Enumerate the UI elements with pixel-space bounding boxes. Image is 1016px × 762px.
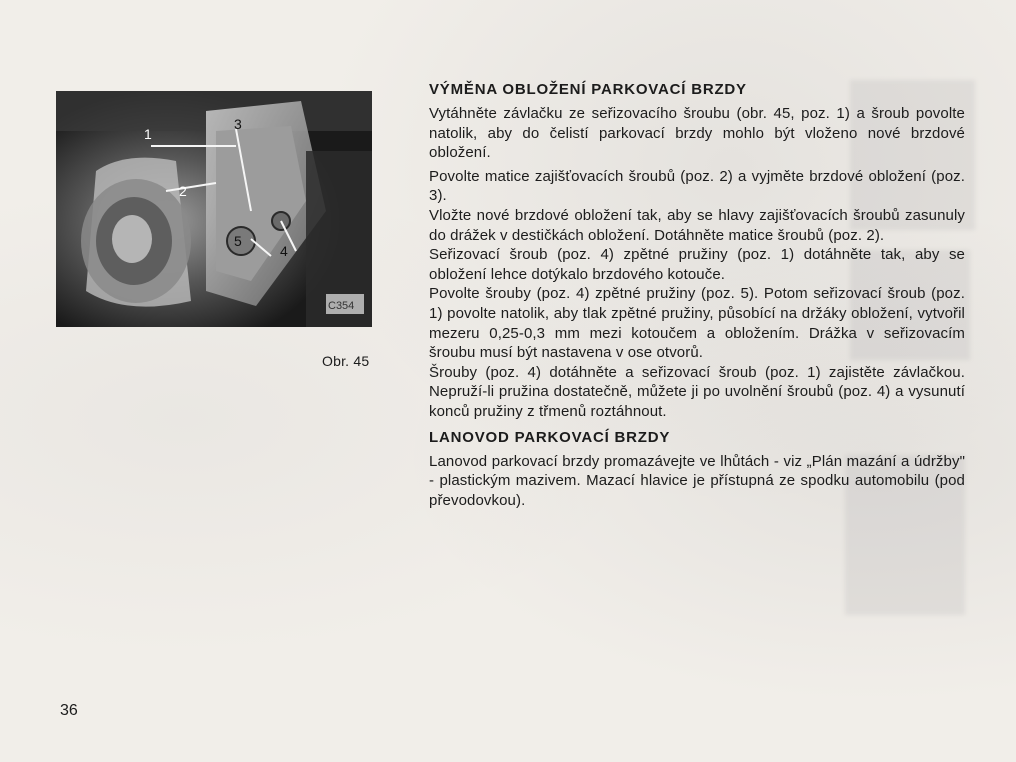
page-number: 36 <box>60 702 78 719</box>
figure-code-label: C354 <box>328 300 355 312</box>
paragraph: Vložte nové brzdové obložení tak, aby se hlavy zajišťovacích šroubů zasunuly do drážek v destičkách obložení. Dotáhněte matice šroubů (poz. 2). <box>429 206 965 244</box>
figure-caption: Obr. 45 <box>322 353 370 369</box>
callout-1: 1 <box>144 126 152 142</box>
paragraph: Lanovod parkovací brzdy promazávejte ve lhůtách - viz „Plán mazání a údržby" - plastickým mazivem. Mazací hlavice je přístupná ze spodku automobilu (pod převodovkou). <box>429 452 965 509</box>
paragraph: Vytáhněte závlačku ze seřizovacího šroubu (obr. 45, poz. 1) a šroub povolte natolik, aby do čelistí parkovací brzdy mohlo být vloženo nové brzdové obložení. <box>429 105 965 162</box>
callout-3: 3 <box>234 116 242 132</box>
figure-photo <box>56 91 372 327</box>
callout-2: 2 <box>179 183 187 199</box>
callout-5: 5 <box>234 233 242 249</box>
section-heading: VÝMĚNA OBLOŽENÍ PARKOVACÍ BRZDY <box>429 81 747 98</box>
section-parking-brake-cable <box>429 428 965 511</box>
paragraph: Seřizovací šroub (poz. 4) zpětné pružiny (poz. 1) dotáhněte tak, aby se obložení lehce dotýkalo brzdového kotouče. <box>429 246 965 283</box>
paragraph: Povolte šrouby (poz. 4) zpětné pružiny (poz. 5). Potom seřizovací šroub (poz. 1) povolte natolik, aby tlak zpětné pružiny, působící na držáky obložení, vytvořil mezeru 0,25-0,3 mm mezi kotoučem a obložením. Drážka v seřizovacím šroubu musí být nastavena v ose otvorů. <box>429 285 965 362</box>
article <box>429 80 965 510</box>
paragraph: Šrouby (poz. 4) dotáhněte a seřizovací šroub (poz. 1) zajistěte závlačkou. Nepruží-li pružina dostatečně, můžete ji po uvolnění šroubů (poz. 4) a vysunutí konců pružiny z třmenů roztáhnout. <box>429 363 965 420</box>
section-brake-lining-replacement <box>429 80 965 422</box>
section-heading: LANOVOD PARKOVACÍ BRZDY <box>429 428 671 446</box>
paragraph: Povolte matice zajišťovacích šroubů (poz. 2) a vyjměte brzdové obložení (poz. 3). <box>429 167 965 205</box>
callout-4: 4 <box>280 243 288 259</box>
brake-caliper-photo <box>56 91 372 327</box>
